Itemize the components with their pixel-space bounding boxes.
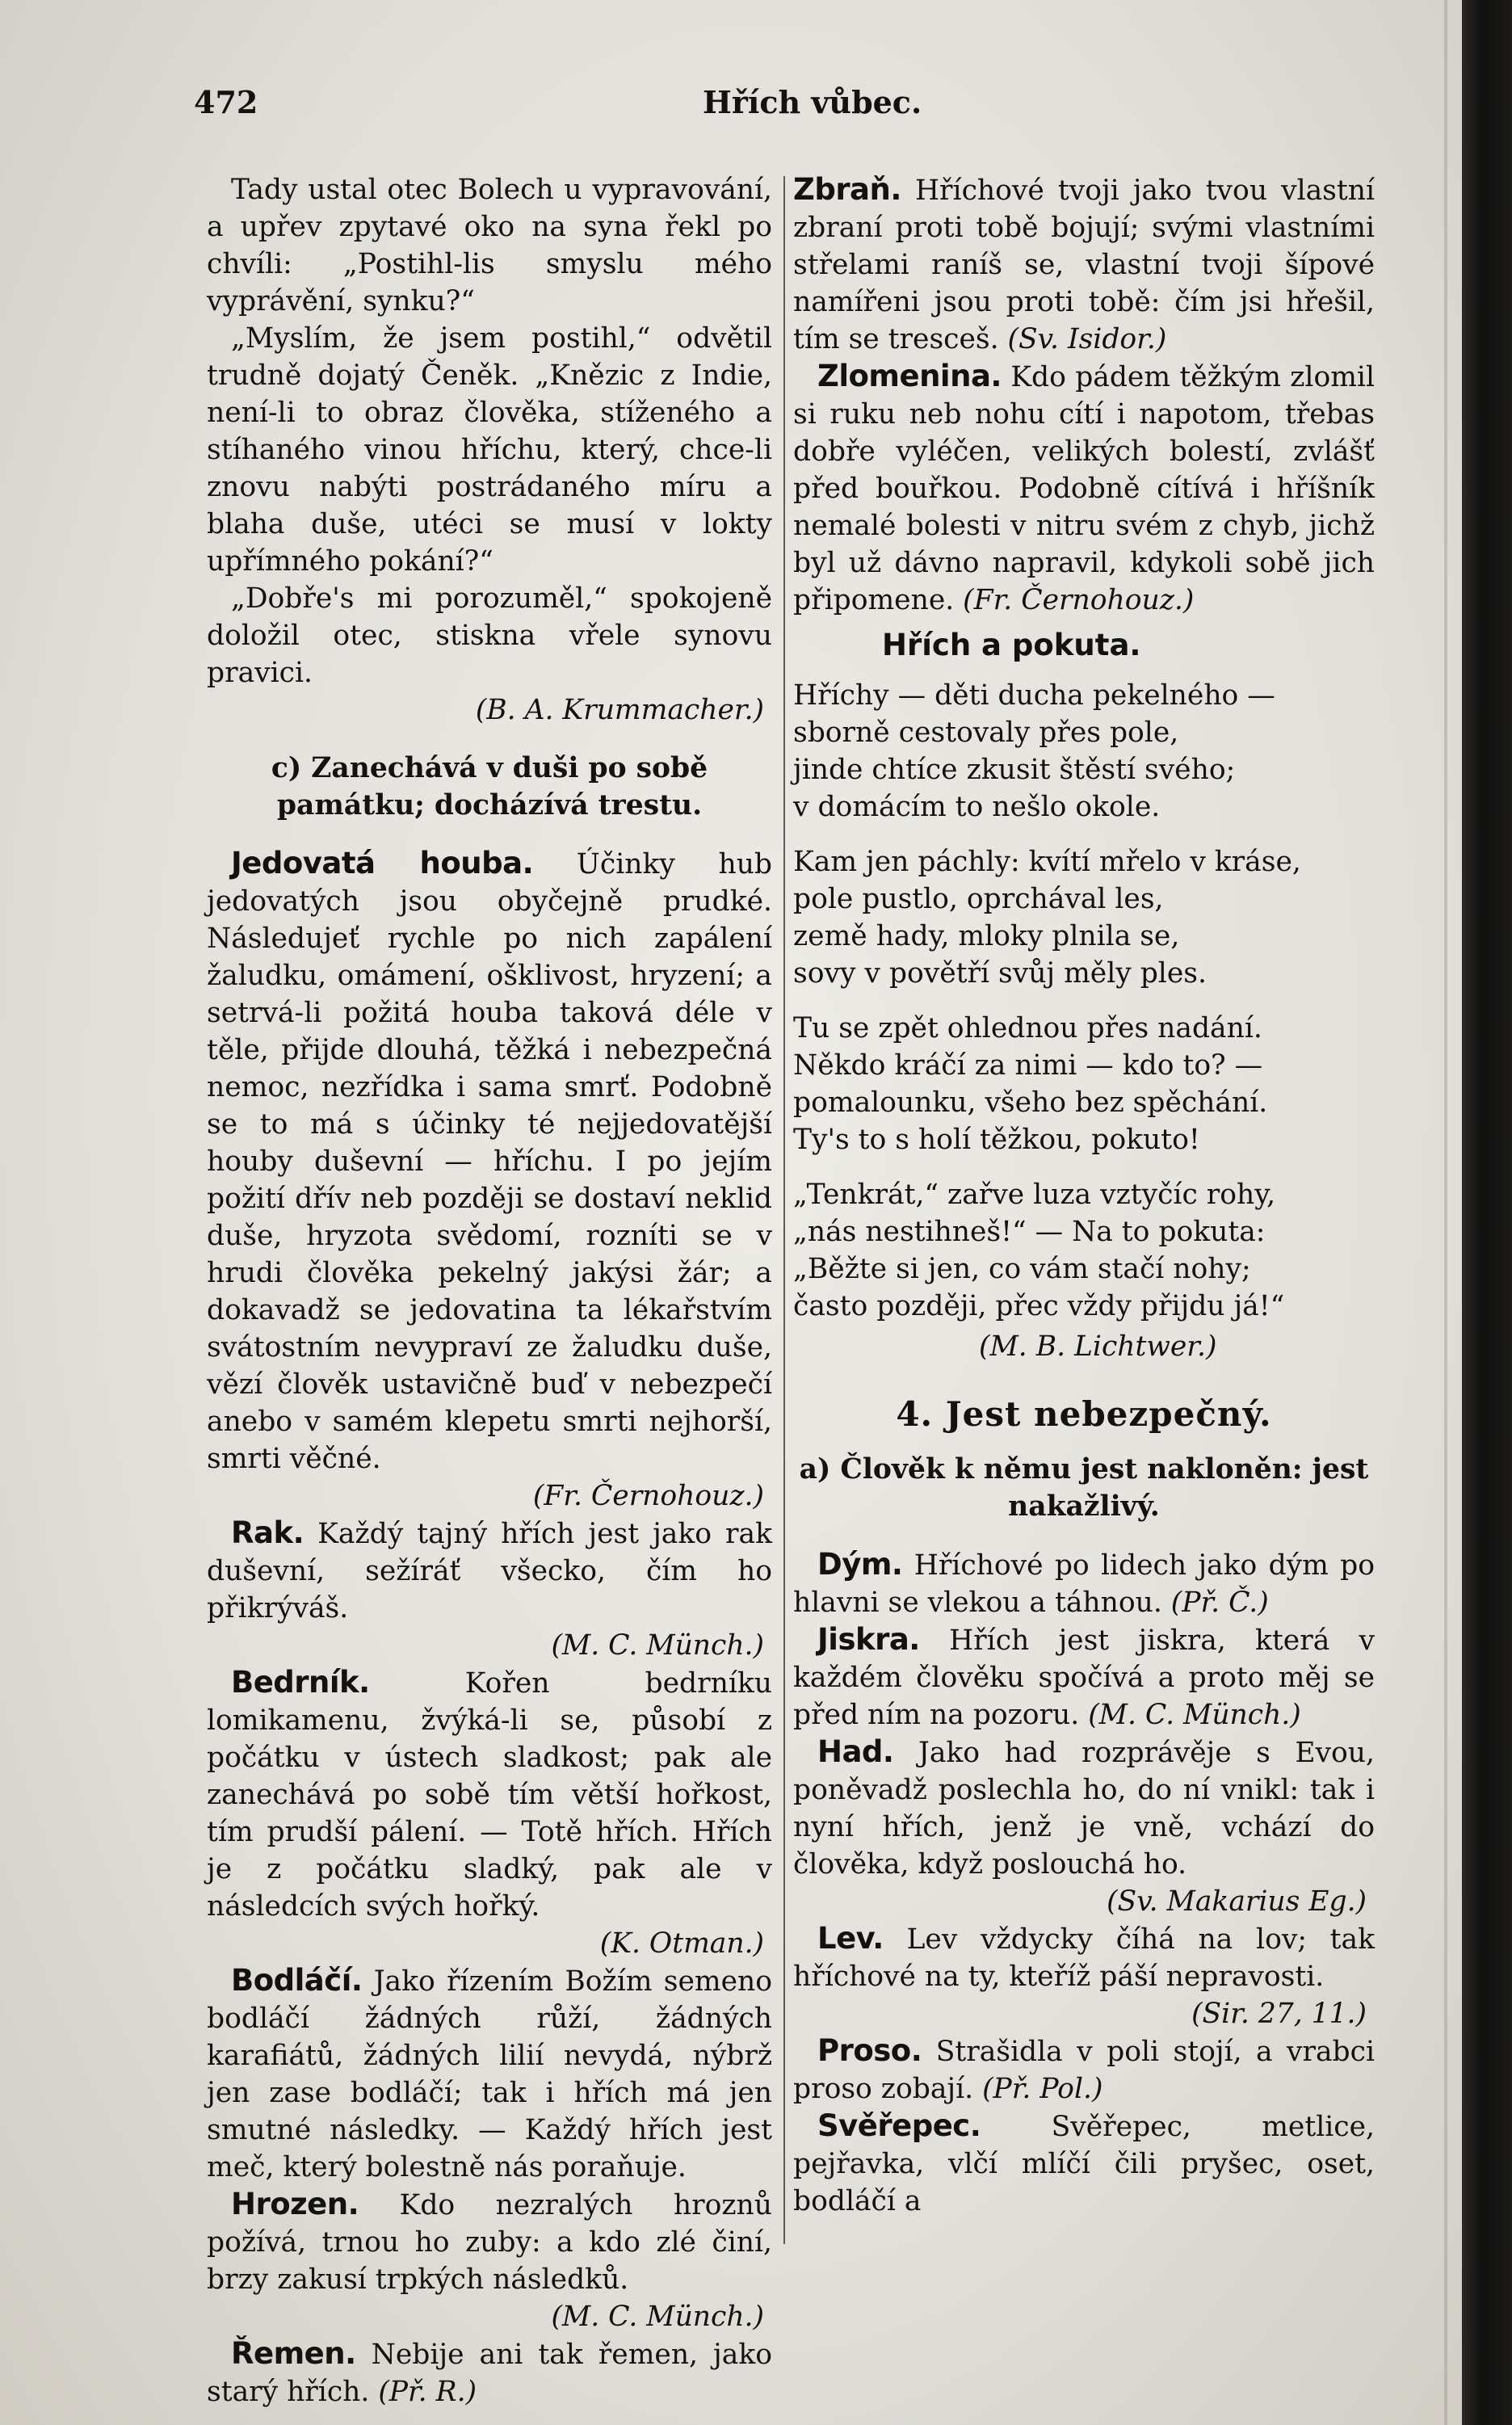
entry-text: Lev vždycky číhá na lov; tak hříchové na ty, kteříž páší nepravosti. (793, 1923, 1375, 1993)
entry-text: Kdo pádem těžkým zlomil si ruku neb nohu cítí i napotom, třebas dobře vyléčen, velikých bolestí, zvlášť před bouřkou. Podobně cítívá i hříšník nemalé bolesti v nitru svém z chyb, jichž byl už dávno napravil, kdykoli sobě jich připomene. (793, 361, 1375, 616)
poem-line: Tu se zpět ohlednou přes nadání. (793, 1012, 1262, 1044)
poem-line: sborně cestovaly přes pole, (793, 717, 1179, 749)
entry-keyword: Lev. (817, 1921, 884, 1956)
entry-text: Účinky hub jedovatých jsou obyčejně prudké. Následujeť rychle po nich zapálení žaludku, omámení, ošklivost, hryzení; a setrvá-li požitá houba taková déle v těle, přijde dlouhá, těžká i nebezpečná nemoc, nezřídka i sama smrť. Podobně se to má s účinky té nejjedovatější houby duševní — hříchu. I po jejím požití dřív neb později se dostaví neklid duše, hryzota svědomí, rozníti se v hrudi člověka pekelný jakýsi žár; a dokavadž se jedovatina ta lékařstvím svátostním nevypraví ze žaludku duše, vězí člověk ustavičně buď v nebezpečí anebo v samém klepetu smrti nejhorší, smrti věčné. (207, 848, 772, 1475)
entry-keyword: Dým. (817, 1547, 903, 1582)
poem-line: „Běžte si jen, co vám stačí nohy; (793, 1253, 1251, 1285)
entry-keyword: Svěřepec. (817, 2108, 981, 2143)
entry-sverepec (793, 2108, 1375, 2220)
poem-line: Někdo kráčí za nimi — kdo to? — (793, 1049, 1263, 1082)
entry-keyword: Jedovatá houba. (231, 846, 534, 880)
entry-had (793, 1734, 1375, 1883)
source-munch: (M. C. Münch.) (1088, 1699, 1301, 1731)
entry-keyword: Proso. (817, 2033, 922, 2068)
source-sirach: (Sir. 27, 11.) (1191, 1998, 1367, 2030)
entry-keyword: Hrozen. (231, 2187, 359, 2221)
source-pr-pol: (Př. Pol.) (982, 2073, 1103, 2105)
entry-rak (207, 1515, 772, 1627)
source-cernohouz: (Fr. Černohouz.) (532, 1480, 764, 1512)
poem-line: Kam jen páchly: kvítí mřelo v kráse, (793, 846, 1301, 878)
source-lichtwer: (M. B. Lichtwer.) (979, 1330, 1217, 1363)
entry-text: Strašidla v poli stojí, a vrabci proso zobají. (793, 2036, 1375, 2105)
section-4-heading: 4. Jest nebezpečný. (896, 1394, 1272, 1434)
poem-line: jinde chtíce zkusit štěstí svého; (793, 754, 1236, 786)
entry-text: Nebije ani tak řemen, jako starý hřích. (207, 2339, 772, 2408)
right-column (793, 171, 1375, 2220)
entry-lev (793, 1920, 1375, 1995)
entry-text: Jako had rozprávěje s Evou, poněvadž poslechla ho, do ní vnikl: tak i nyní hřích, jenž je vně, vchází do člověka, když poslouchá ho. (793, 1737, 1375, 1881)
poem-line: často později, přec vždy přijdu já!“ (793, 1290, 1285, 1322)
poem-line: „nás nestihneš!“ — Na to pokuta: (793, 1216, 1266, 1248)
poem-line: sovy v povětří svůj měly ples. (793, 957, 1207, 990)
entry-text: Každý tajný hřích jest jako rak duševní, sežíráť všecko, čím ho přikrýváš. (207, 1518, 772, 1624)
poem-line: země hady, mloky plnila se, (793, 920, 1180, 952)
entry-proso (793, 2032, 1375, 2108)
entry-zbran (793, 171, 1375, 358)
poem-stanza-2 (793, 843, 1375, 992)
paragraph-otec: „Dobře's mi porozuměl,“ spokojeně doložil otec, stiskna vřele synovu pravici. (207, 582, 772, 689)
entry-keyword: Rak. (231, 1515, 304, 1550)
book-edge-shadow (1462, 0, 1512, 2425)
poem-line: v domácím to nešlo okole. (793, 791, 1161, 823)
poem-line: pole pustlo, oprchával les, (793, 883, 1164, 915)
poem-title: Hřích a pokuta. (882, 628, 1141, 662)
source-munch: (M. C. Münch.) (551, 1629, 764, 1662)
entry-remen (207, 2335, 772, 2410)
entry-keyword: Zbraň. (793, 172, 901, 207)
paragraph-bolech: Tady ustal otec Bolech u vypravování, a upřev zpytavé oko na syna řekl po chvíli: „Postihl-lis smyslu mého vyprávění, synku?“ (207, 174, 772, 317)
entry-text: Hříchové po lidech jako dým po hlavni se vlekou a táhnou. (793, 1549, 1375, 1619)
poem-line: Ty's to s holí těžkou, pokuto! (793, 1124, 1200, 1156)
entry-hrozen (207, 2186, 772, 2298)
running-title: Hřích vůbec. (703, 84, 922, 120)
source-cernohouz: (Fr. Černohouz.) (963, 584, 1195, 616)
page-fold-line (1444, 0, 1447, 2425)
entry-keyword: Bodláčí. (231, 1963, 363, 1998)
entry-jedovata-houba (207, 845, 772, 1477)
poem-stanza-3 (793, 1010, 1375, 1158)
poem-stanza-1 (793, 677, 1375, 826)
left-column (207, 171, 772, 2410)
source-otman: (K. Otman.) (599, 1927, 764, 1960)
source-pr-c: (Př. Č.) (1170, 1587, 1269, 1619)
entry-dym (793, 1546, 1375, 1621)
poem-line: Hříchy — děti ducha pekelného — (793, 679, 1275, 712)
poem-stanza-4 (793, 1176, 1375, 1325)
entry-text: Kdo nezralých hroznů požívá, trnou ho zuby: a kdo zlé činí, brzy zakusí trpkých následků. (207, 2189, 772, 2296)
entry-keyword: Řemen. (231, 2336, 356, 2371)
subheading-a: a) Člověk k němu jest nakloněn: jest nakažlivý. (799, 1453, 1369, 1523)
source-krummacher: (B. A. Krummacher.) (475, 694, 764, 726)
entry-text: Hříchové tvoji jako tvou vlastní zbraní proti tobě bojují; svými vlastními střelami raníš se, vlastní tvoji šípové namířeni jsou proti tobě: čím jsi hřešil, tím se tresceš. (793, 174, 1375, 355)
entry-zlomenina (793, 358, 1375, 619)
source-pr-r: (Př. R.) (378, 2376, 477, 2408)
entry-bedrnik (207, 1664, 772, 1925)
page-number: 472 (194, 84, 258, 120)
entry-text: Hřích jest jiskra, která v každém člověku spočívá a proto měj se před ním na pozoru. (793, 1624, 1375, 1731)
source-isidor: (Sv. Isidor.) (1007, 323, 1167, 355)
poem-line: „Tenkrát,“ zařve luza vztyčíc rohy, (793, 1179, 1276, 1211)
entry-keyword: Jiskra. (817, 1622, 920, 1657)
entry-keyword: Had. (817, 1734, 894, 1769)
entry-text: Kořen bedrníku lomikamenu, žvýká-li se, působí z počátku v ústech sladkost; pak ale zanechává po sobě tím větší hořkost, tím prudší pálení. — Totě hřích. Hřích je z počátku sladký, pak ale v následcích svých hořký. (207, 1667, 772, 1923)
source-makarius: (Sv. Makarius Eg.) (1107, 1885, 1367, 1918)
entry-text: Svěřepec, metlice, pejřavka, vlčí mlíčí čili pryšec, oset, bodláčí a (793, 2111, 1375, 2217)
entry-keyword: Bedrník. (231, 1665, 370, 1700)
subheading-c: c) Zanechává v duši po sobě památku; docházívá trestu. (271, 752, 708, 822)
entry-bodlaci (207, 1962, 772, 2186)
entry-text: Jako řízením Božím semeno bodláčí žádných růží, žádných karafiátů, žádných lilií nevydá, nýbrž jen zase bodláčí; tak i hřích má jen smutné následky. — Každý hřích jest meč, který bolestně nás poraňuje. (207, 1965, 772, 2183)
entry-keyword: Zlomenina. (817, 359, 1002, 393)
entry-jiskra (793, 1621, 1375, 1734)
poem-line: pomalounku, všeho bez spěchání. (793, 1086, 1268, 1119)
paragraph-cenek: „Myslím, že jsem postihl,“ odvětil trudně dojatý Čeněk. „Knězic z Indie, není-li to obraz člověka, stíženého a stíhaného vinou hříchu, který, chce-li znovu nabýti postrádaného míru a blaha duše, utéci se musí v lokty upřímného pokání?“ (207, 322, 772, 578)
source-munch: (M. C. Münch.) (551, 2301, 764, 2333)
column-divider (783, 176, 785, 2244)
